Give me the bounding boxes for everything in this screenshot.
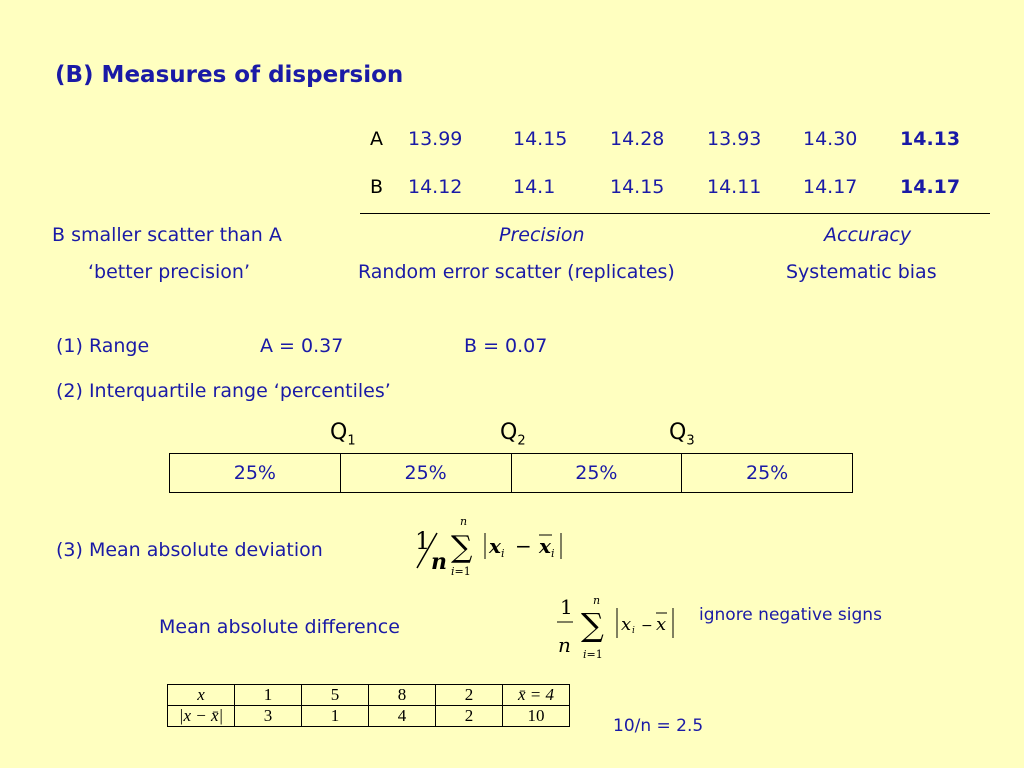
range-b: B = 0.07 — [464, 335, 548, 357]
svg-text:∑: ∑ — [451, 530, 473, 565]
row-a-value: 13.93 — [707, 128, 762, 150]
quartile-cell: 25% — [340, 454, 511, 493]
deviation-header: |x − x̄| — [168, 706, 235, 727]
table-rule — [360, 213, 990, 214]
svg-text:x: x — [539, 534, 551, 558]
row-b-value: 14.1 — [513, 176, 556, 198]
page-title: (B) Measures of dispersion — [55, 62, 404, 88]
row-a-label: A — [370, 128, 383, 150]
row-b-label: B — [370, 176, 384, 198]
x-value: 5 — [302, 685, 369, 706]
row-a-value: 14.30 — [803, 128, 858, 150]
svg-text:1: 1 — [560, 595, 573, 619]
deviation-value: 1 — [302, 706, 369, 727]
svg-text:1: 1 — [415, 527, 431, 555]
accuracy-description: Systematic bias — [786, 261, 937, 283]
svg-text:i: i — [501, 547, 505, 560]
iqr-label: (2) Interquartile range ‘percentiles’ — [56, 380, 391, 402]
example-table — [167, 684, 570, 727]
mad-formula — [405, 513, 585, 581]
precision-heading: Precision — [499, 224, 585, 246]
quartile-cell: 25% — [511, 454, 682, 493]
svg-text:x: x — [489, 534, 501, 558]
svg-text:∑: ∑ — [581, 606, 604, 644]
svg-text:x: x — [621, 614, 632, 635]
deviation-value: 4 — [369, 706, 436, 727]
row-a-mean: 14.13 — [900, 128, 961, 150]
quartile-cell: 25% — [170, 454, 341, 493]
quartile-label-q3: $Q_3$ — [669, 420, 695, 449]
mad-label: (3) Mean absolute deviation — [56, 539, 323, 561]
svg-text:n: n — [460, 515, 468, 528]
svg-text:i=1: i=1 — [583, 648, 603, 661]
row-b-value: 14.11 — [707, 176, 762, 198]
accuracy-heading: Accuracy — [824, 224, 912, 246]
svg-text:−: − — [515, 534, 532, 558]
deviation-total: 10 — [503, 706, 570, 727]
svg-text:i: i — [551, 547, 555, 560]
deviation-value: 3 — [235, 706, 302, 727]
row-b-value: 14.15 — [610, 176, 665, 198]
row-a-value: 14.28 — [610, 128, 665, 150]
svg-text:−: − — [641, 618, 653, 634]
svg-text:x: x — [656, 614, 667, 635]
x-value: 1 — [235, 685, 302, 706]
quartile-label-q1: $Q_1$ — [330, 420, 356, 449]
mean-abs-diff-label: Mean absolute difference — [159, 616, 400, 638]
mean-value: x̄ = 4 — [503, 685, 570, 706]
range-label: (1) Range — [56, 335, 150, 357]
quartile-cell: 25% — [682, 454, 853, 493]
svg-text:n: n — [431, 549, 447, 575]
quartile-table — [169, 453, 853, 493]
x-header: x — [168, 685, 235, 706]
deviation-value: 2 — [436, 706, 503, 727]
quartile-label-q2: $Q_2$ — [500, 420, 526, 449]
row-b-value: 14.17 — [803, 176, 858, 198]
svg-text:n: n — [558, 633, 571, 657]
range-a: A = 0.37 — [260, 335, 344, 357]
svg-text:i=1: i=1 — [451, 565, 471, 578]
row-a-value: 14.15 — [513, 128, 568, 150]
note-scatter: B smaller scatter than A — [52, 224, 282, 246]
x-value: 8 — [369, 685, 436, 706]
svg-text:i: i — [632, 626, 635, 636]
x-value: 2 — [436, 685, 503, 706]
row-b-mean: 14.17 — [900, 176, 961, 198]
row-b-value: 14.12 — [408, 176, 463, 198]
ignore-signs-note: ignore negative signs — [699, 605, 882, 625]
svg-text:n: n — [593, 594, 601, 607]
precision-description: Random error scatter (replicates) — [358, 261, 675, 283]
row-a-value: 13.99 — [408, 128, 463, 150]
mean-abs-diff-formula — [553, 592, 683, 662]
result-text: 10/n = 2.5 — [613, 716, 704, 736]
note-better-precision: ‘better precision’ — [88, 261, 250, 283]
